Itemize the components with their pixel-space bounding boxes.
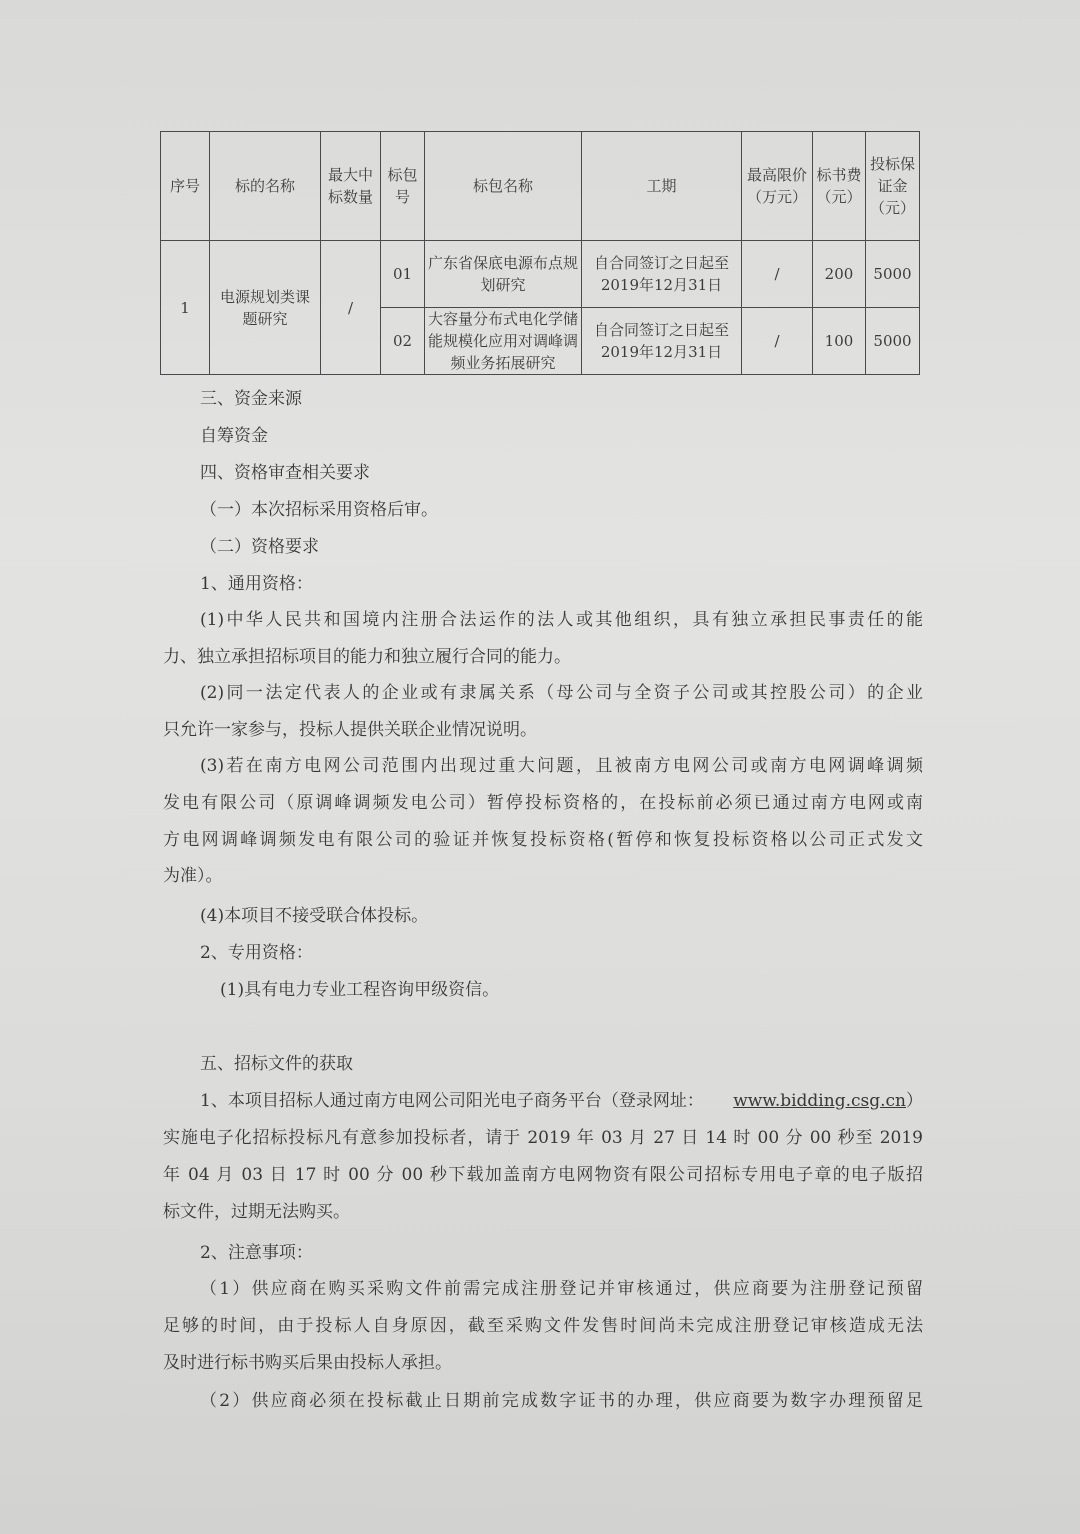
cell-period: 自合同签订之日起至2019年12月31日 [582,241,742,308]
cell-subject: 电源规划类课题研究 [210,241,321,375]
paragraph: 足够的时间，由于投标人自身原因，截至采购文件发售时间尚未完成注册登记审核造成无法 [163,1316,923,1336]
paragraph: 发电有限公司（原调峰调频发电公司）暂停投标资格的，在投标前必须已通过南方电网或南 [163,793,923,813]
cell-pkg-name: 大容量分布式电化学储能规模化应用对调峰调频业务拓展研究 [425,308,582,375]
cell-deposit: 5000 [866,241,920,308]
cell-doc-fee: 100 [813,308,866,375]
header-seq: 序号 [161,132,210,241]
paragraph: 2、注意事项： [200,1243,313,1263]
paragraph: 为准）。 [163,866,223,886]
header-pkg-no: 标包号 [381,132,425,241]
header-pkg-name: 标包名称 [425,132,582,241]
platform-url-link[interactable]: www.bidding.csg.cn [733,1091,906,1111]
cell-doc-fee: 200 [813,241,866,308]
cell-max-price: / [742,308,813,375]
header-doc-fee: 标书费（元） [813,132,866,241]
table-row [161,241,920,308]
paragraph: 2、专用资格： [200,943,313,963]
cell-max-winners: / [321,241,381,375]
bid-package-table [160,131,920,375]
header-max-winners: 最大中标数量 [321,132,381,241]
paragraph: 自筹资金 [200,426,268,446]
paragraph: (2)同一法定代表人的企业或有隶属关系（母公司与全资子公司或其控股公司）的企业 [200,683,923,703]
paragraph: （2）供应商必须在投标截止日期前完成数字证书的办理，供应商要为数字办理预留足 [200,1391,923,1411]
cell-pkg-no: 01 [381,241,425,308]
paragraph: 1、通用资格： [200,574,313,594]
paragraph: 年 04 月 03 日 17 时 00 分 00 秒下载加盖南方电网物资有限公司招标专用电子章的电子版招 [163,1165,923,1185]
paragraph: (4)本项目不接受联合体投标。 [200,906,429,926]
paragraph: 标文件，过期无法购买。 [163,1202,350,1222]
paragraph: （一）本次招标采用资格后审。 [200,500,438,520]
section-heading: 四、资格审查相关要求 [200,463,370,483]
paragraph: （1）供应商在购买采购文件前需完成注册登记并审核通过，供应商要为注册登记预留 [200,1279,923,1299]
paragraph: 实施电子化招标投标凡有意参加投标者，请于 2019 年 03 月 27 日 14 时 00 分 00 秒至 2019 [163,1128,923,1148]
paragraph: （二）资格要求 [200,537,319,557]
table-header-row [161,132,920,241]
header-max-price: 最高限价（万元） [742,132,813,241]
paragraph: 力、独立承担招标项目的能力和独立履行合同的能力。 [163,647,571,667]
section-heading: 五、招标文件的获取 [200,1054,353,1074]
cell-pkg-name: 广东省保底电源布点规划研究 [425,241,582,308]
cell-max-price: / [742,241,813,308]
paragraph [200,1086,923,1111]
cell-seq: 1 [161,241,210,375]
paragraph: (1)中华人民共和国境内注册合法运作的法人或其他组织，具有独立承担民事责任的能 [200,610,923,630]
paragraph: 方电网调峰调频发电有限公司的验证并恢复投标资格(暂停和恢复投标资格以公司正式发文 [163,830,923,850]
paragraph: 只允许一家参与，投标人提供关联企业情况说明。 [163,720,537,740]
cell-period: 自合同签订之日起至2019年12月31日 [582,308,742,375]
paragraph-part: 1、本项目招标人通过南方电网公司阳光电子商务平台（登录网址： [200,1091,704,1111]
paragraph: (1)具有电力专业工程咨询甲级资信。 [220,980,500,1000]
cell-pkg-no: 02 [381,308,425,375]
paragraph: (3)若在南方电网公司范围内出现过重大问题，且被南方电网公司或南方电网调峰调频 [200,756,923,776]
header-period: 工期 [582,132,742,241]
paragraph-part: ） [906,1091,923,1111]
header-subject: 标的名称 [210,132,321,241]
cell-deposit: 5000 [866,308,920,375]
section-heading: 三、资金来源 [200,389,302,409]
paragraph: 及时进行标书购买后果由投标人承担。 [163,1353,452,1373]
header-deposit: 投标保证金（元） [866,132,920,241]
